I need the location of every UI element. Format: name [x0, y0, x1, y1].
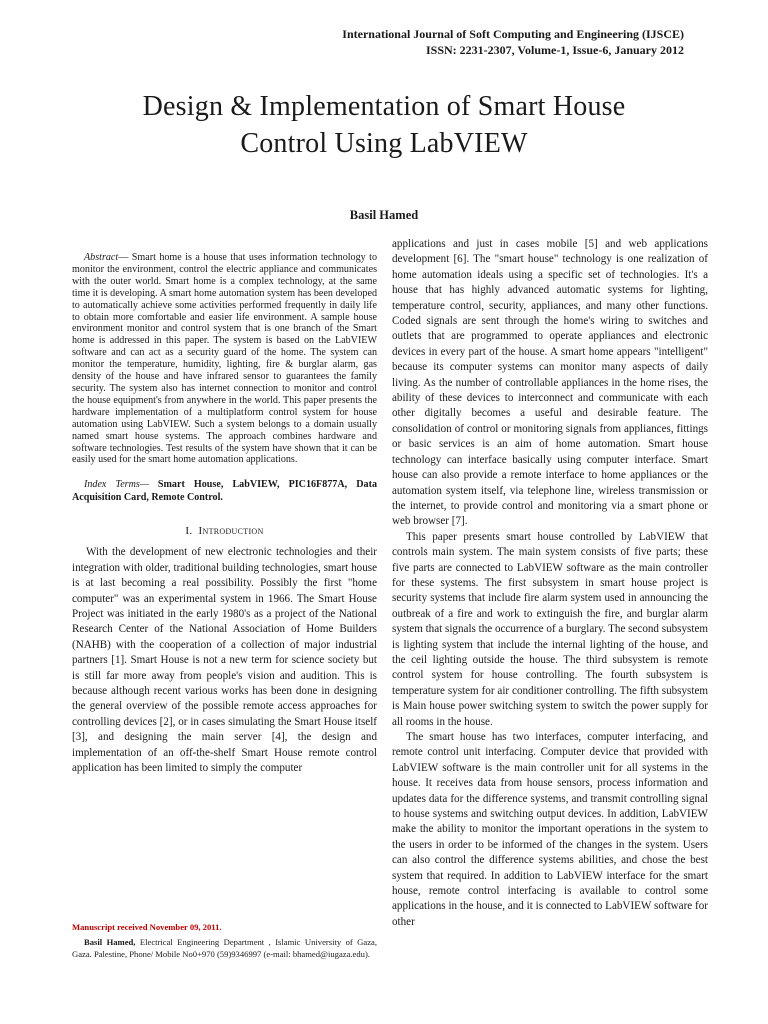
author-affiliation: [72, 937, 377, 960]
index-terms-label: Index Terms: [84, 479, 140, 491]
journal-issn: ISSN: 2231-2307, Volume-1, Issue-6, January 2012: [425, 43, 684, 57]
intro-paragraph-1: With the development of new electronic technologies and their integration with older, traditional building technologies, smart house is at last becoming a real possibility. Possibly the first "home computer" was an experimental system in 1966. The Smart House Project was initiated in the early 1980's as a project of the National Research Center of the National Association of Home Builders (NAHB) with the cooperation of a collection of major industrial partners [1]. Smart House is not a new term for science society but is still far more away from people's vision and audition. This is because although recent various works has been done in designing the general overview of the possible remote access approaches for controlling devices [2], or in cases simulating the Smart House itself [3], and designing the main server [4], the design and implementation of an off-the-shelf Smart House remote control application has been limited to simply the computer: [72, 546, 377, 774]
paper-title-line-2: Control Using LabVIEW: [240, 128, 528, 159]
left-column: [72, 237, 377, 776]
paper-title: [0, 88, 768, 162]
author-name: Basil Hamed: [349, 208, 419, 222]
right-paragraph-2: This paper presents smart house controlled by LabVIEW that controls main system. The main system consists of five parts; these five parts are connected to LabVIEW software as the main controller for these systems. The first subsystem in smart house project is security systems that include fire alarm system used in announcing the outbreak of a fire and work to extinguish the fire, and burglar alarm system that signals the occurrence of a burglary. The second subsystem is lighting system that include the internal lighting of the house, and the ceil lighting outside the house. The third subsystem is remote control system for house controlling. The fourth subsystem is temperature system for air conditioner controlling. The fifth subsystem is Main house power switching system to switch the power supply for all rooms in the house.: [392, 530, 708, 728]
section-number: I.: [185, 525, 193, 538]
journal-header: [342, 26, 684, 58]
index-terms: [72, 478, 377, 504]
right-column: [392, 237, 708, 930]
right-paragraph-1: applications and just in cases mobile [5] and web applications development [6]. The "smart house" technology is one realization of home automation ideals using a specific set of technologies. It's a house that has highly advanced automatic systems for lighting, temperature control, security, appliances, and many other functions. Coded signals are sent through the home's wiring to switches and outlets that are programmed to operate appliances and electronic devices in every part of the house. A smart home appears "intelligent" because its computer systems can monitor many aspects of daily living. As the number of controllable appliances in the home rises, the ability of these devices to interconnect and communicate with each other digitally becomes a useful and desirable feature. The consolidation of control or monitoring signals from appliances, fittings or basic services is an aim of home automation. Smart house technology can interface basically using computer interface. Smart house can also provide a remote interface to home appliances or the automation system itself, via telephone line, wireless transmission or the internet, to provide control and monitoring via a smart phone or web browser [7].: [392, 238, 708, 528]
manuscript-received: Manuscript received November 09, 2011.: [72, 922, 222, 932]
footnote-author: Basil Hamed,: [84, 937, 136, 948]
abstract-text: — Smart home is a house that uses information technology to monitor the environment, control the electric appliance and communicates with the outer world. Smart home is a complex technology, at the same time it is developing. A smart home automation system has been developed to automatically achieve some activities performed frequently in daily life to obtain more comfortable and easier life environment. A sample house environment monitor and control system that is one branch of the Smart home is addressed in this paper. The system is based on the LabVIEW software and can act as a security guard of the home. The system can monitor the temperature, humidity, lighting, fire & burglar alarm, gas density of the house and have infrared sensor to guarantees the family security. The system also has internet connection to monitor and control the house equipment's from anywhere in the world. This paper presents the hardware implementation of a multiplatform control system for house automation using LabVIEW. Such a system belongs to a domain usually named smart house systems. The approach combines hardware and software technologies. Test results of the system have shown that it can be easily used for the smart home automation applications.: [72, 252, 377, 466]
abstract: [72, 252, 377, 466]
index-terms-text: Smart House, LabVIEW, PIC16F877A, Data Acquisition Card, Remote Control.: [72, 479, 377, 504]
section-title: Introduction: [198, 525, 264, 538]
abstract-label: Abstract: [84, 252, 119, 263]
footnote-affiliation: Electrical Engineering Department , Islamic University of Gaza, Gaza. Palestine, Phone/ Mobile No0+970 (59)9346997 (e-mail: bhamed@iugaza.edu).: [72, 937, 377, 959]
paper-title-line-1: Design & Implementation of Smart House: [142, 91, 626, 122]
index-terms-dash: —: [139, 479, 158, 491]
section-heading-introduction: [72, 525, 377, 537]
right-paragraph-3: The smart house has two interfaces, computer interfacing, and remote control unit interfacing. Computer device that provided with LabVIEW software is the main controller unit for all systems in the house. It receives data from house sensors, process information and updates data for the difference systems, and transmit controlling signal to house systems and switching output devices. In addition, LabVIEW make the ability to monitor the important operations in the system to the users in order to be informed of the changes in the system. Users can also control the difference systems abilities, and chose the best system that required. In addition to LabVIEW interface for the smart house, remote control interfacing is available to control some applications in the house, and it is connected to LabVIEW software for other: [392, 731, 708, 928]
footnote: [72, 922, 377, 960]
journal-name: International Journal of Soft Computing and Engineering (IJSCE): [342, 27, 684, 41]
